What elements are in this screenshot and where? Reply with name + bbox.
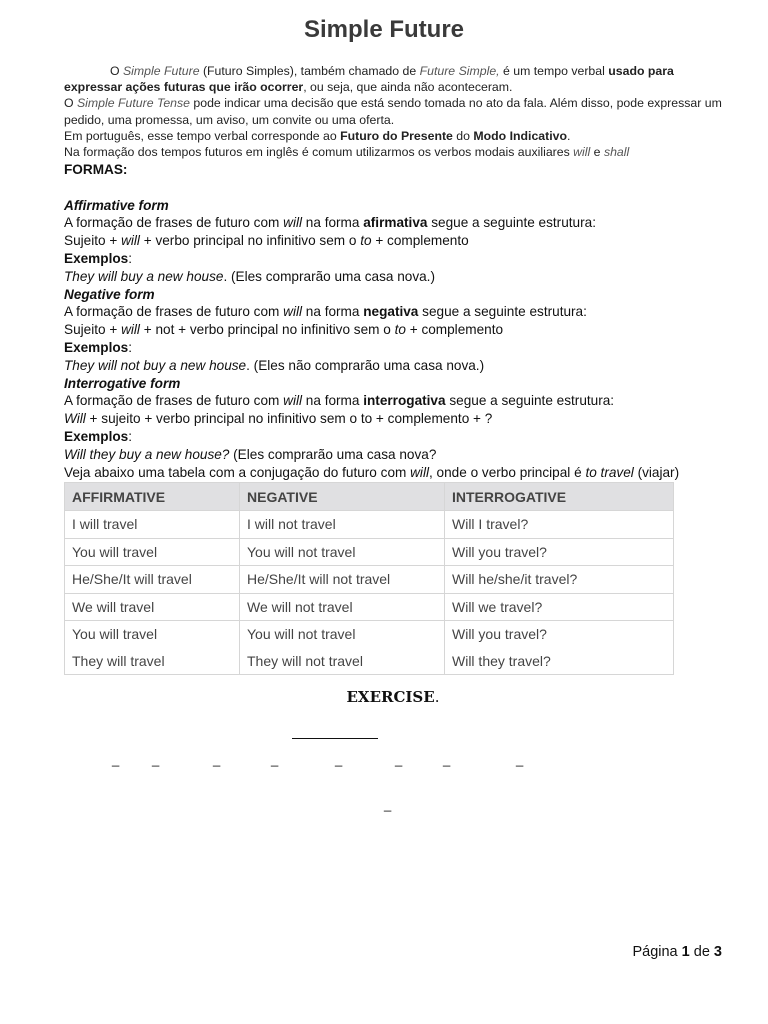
text: segue a seguinte estrutura: [427, 215, 596, 231]
text: + not + verbo principal no infinitivo sem o [139, 322, 395, 338]
example-sentence: They will not buy a new house [64, 357, 247, 373]
emphasis: Modo Indicativo [473, 128, 567, 143]
text: na forma [302, 215, 364, 231]
table-row [65, 566, 674, 594]
negative-example [64, 357, 744, 375]
table-row [65, 593, 674, 621]
emphasis: usado para expressar ações futuras que irão ocorrer [64, 64, 674, 95]
interrogative-example [64, 446, 744, 464]
text: A formação de frases de futuro com [64, 215, 284, 231]
emphasis: interrogativa [363, 393, 446, 409]
interrogative-heading: Interrogative form [64, 375, 181, 391]
text: pode indicar uma decisão que está sendo tomada no ato da fala. Além disso, pode expressar um pedido, uma promessa, um aviso, um convite ou uma oferta. [64, 96, 722, 127]
intro-paragraph-4 [64, 144, 724, 160]
affirmative-example [64, 268, 744, 286]
text: + sujeito + verbo principal no infinitivo sem o to + complemento + ? [85, 411, 493, 427]
term: will [283, 393, 303, 409]
negative-structure [64, 321, 744, 339]
example-translation: . (Eles não comprarão uma casa nova.) [246, 357, 485, 373]
blank-dash: _ [443, 752, 451, 767]
text: : [128, 250, 132, 266]
exercise-period: . [434, 688, 440, 706]
text: na forma [302, 393, 364, 409]
blank-dash: _ [384, 797, 392, 812]
text: . [567, 128, 571, 143]
emphasis: afirmativa [363, 215, 428, 231]
negative-rule [64, 303, 744, 321]
text: é um tempo verbal [499, 64, 609, 78]
answer-underline [292, 738, 378, 739]
text: (Futuro Simples), também chamado de [199, 64, 420, 78]
blank-dash: _ [112, 752, 120, 767]
table-cell: They will travel [65, 648, 240, 675]
negative-heading: Negative form [64, 286, 155, 302]
table-cell: You will travel [65, 621, 240, 648]
table-cell: He/She/It will travel [65, 566, 240, 594]
text: Página [632, 944, 682, 960]
term: will [121, 233, 140, 249]
emphasis: Futuro do Presente [340, 128, 453, 143]
term: will [573, 145, 591, 160]
label: Exemplos [64, 428, 129, 444]
table-cell: Will I travel? [445, 511, 674, 539]
text: O [64, 96, 77, 111]
example-sentence: Will they buy a new house? [64, 446, 230, 462]
text: Veja abaixo uma tabela com a conjugação do futuro com [64, 464, 411, 480]
blank-dash: _ [335, 752, 343, 767]
blank-dash: _ [213, 752, 221, 767]
blank-dash: _ [516, 752, 524, 767]
negative-examples-label [64, 339, 744, 357]
text: Em português, esse tempo verbal corresponde ao [64, 128, 341, 143]
table-cell: We will not travel [240, 593, 445, 621]
total-pages: 3 [713, 944, 722, 960]
term: shall [603, 145, 630, 160]
table-cell: Will we travel? [445, 593, 674, 621]
table-cell: Will he/she/it travel? [445, 566, 674, 594]
term: Simple Future [122, 64, 200, 78]
text: , ou seja, que ainda não aconteceram. [303, 80, 513, 95]
table-row [65, 648, 674, 675]
table-cell: I will not travel [240, 511, 445, 539]
term: will [410, 464, 429, 480]
table-cell: You will not travel [240, 621, 445, 648]
table-row [65, 538, 674, 566]
conjugation-table [64, 482, 674, 675]
table-cell: Will you travel? [445, 538, 674, 566]
term: to travel [585, 464, 634, 480]
text: + verbo principal no infinitivo sem o [139, 233, 361, 249]
text: do [452, 128, 474, 143]
text: , onde o verbo principal é [429, 464, 586, 480]
text: Na formação dos tempos futuros em inglês é comum utilizarmos os verbos modais auxiliares [64, 145, 574, 160]
intro-paragraph-1 [64, 63, 724, 95]
formas-heading: FORMAS: [64, 162, 128, 177]
interrogative-examples-label [64, 428, 744, 446]
intro-paragraph-3 [64, 128, 724, 144]
affirmative-examples-label [64, 250, 744, 268]
interrogative-rule [64, 392, 744, 410]
table-header-row [65, 483, 674, 511]
text: A formação de frases de futuro com [64, 304, 284, 320]
column-header-affirmative: AFFIRMATIVE [65, 483, 240, 511]
interrogative-structure [64, 410, 744, 428]
table-cell: You will travel [65, 538, 240, 566]
emphasis: negativa [363, 304, 419, 320]
table-intro [64, 464, 744, 482]
column-header-negative: NEGATIVE [240, 483, 445, 511]
text: + complemento [371, 233, 469, 249]
text: A formação de frases de futuro com [64, 393, 284, 409]
term: Future Simple, [419, 64, 500, 78]
text: + complemento [405, 322, 504, 338]
label: Exemplos [64, 250, 129, 266]
intro-section [64, 63, 724, 160]
column-header-interrogative: INTERROGATIVE [445, 483, 674, 511]
text: de [689, 944, 714, 960]
term: Simple Future Tense [76, 96, 190, 111]
table-cell: They will not travel [240, 648, 445, 675]
text: : [128, 428, 132, 444]
text: : [128, 339, 132, 355]
blank-dash: _ [395, 752, 403, 767]
table-cell: Will they travel? [445, 648, 674, 675]
table-cell: He/She/It will not travel [240, 566, 445, 594]
table-cell: I will travel [65, 511, 240, 539]
affirmative-heading: Affirmative form [64, 197, 169, 213]
text: (viajar) [633, 464, 680, 480]
term: will [283, 215, 303, 231]
term: to [394, 322, 406, 338]
label: Exemplos [64, 339, 129, 355]
blank-dash: _ [152, 752, 160, 767]
example-translation: . (Eles comprarão uma casa nova.) [223, 268, 435, 284]
text: na forma [302, 304, 364, 320]
text: segue a seguinte estrutura: [445, 393, 615, 409]
term: will [121, 322, 140, 338]
affirmative-structure [64, 232, 744, 250]
forms-section [64, 161, 744, 481]
exercise-title: EXERCISE [346, 688, 435, 706]
page-title: Simple Future [303, 16, 465, 43]
table-cell: Will you travel? [445, 621, 674, 648]
table-row [65, 621, 674, 648]
term: will [283, 304, 303, 320]
example-sentence: They will buy a new house [64, 268, 224, 284]
table-row [65, 511, 674, 539]
blank-dash: _ [271, 752, 279, 767]
example-translation: (Eles comprarão uma casa nova? [229, 446, 437, 462]
text: O [110, 64, 123, 78]
table-cell: We will travel [65, 593, 240, 621]
blank-line [64, 179, 744, 197]
text: e [590, 145, 604, 160]
exercise-heading [0, 688, 768, 706]
text: segue a seguinte estrutura: [418, 304, 587, 320]
term: to [360, 233, 372, 249]
text: Sujeito + [64, 322, 122, 338]
text: Sujeito + [64, 233, 122, 249]
affirmative-rule [64, 214, 744, 232]
current-page: 1 [681, 944, 690, 960]
page-number [632, 944, 722, 960]
term: Will [64, 411, 86, 427]
intro-paragraph-2 [64, 95, 724, 127]
table-cell: You will not travel [240, 538, 445, 566]
